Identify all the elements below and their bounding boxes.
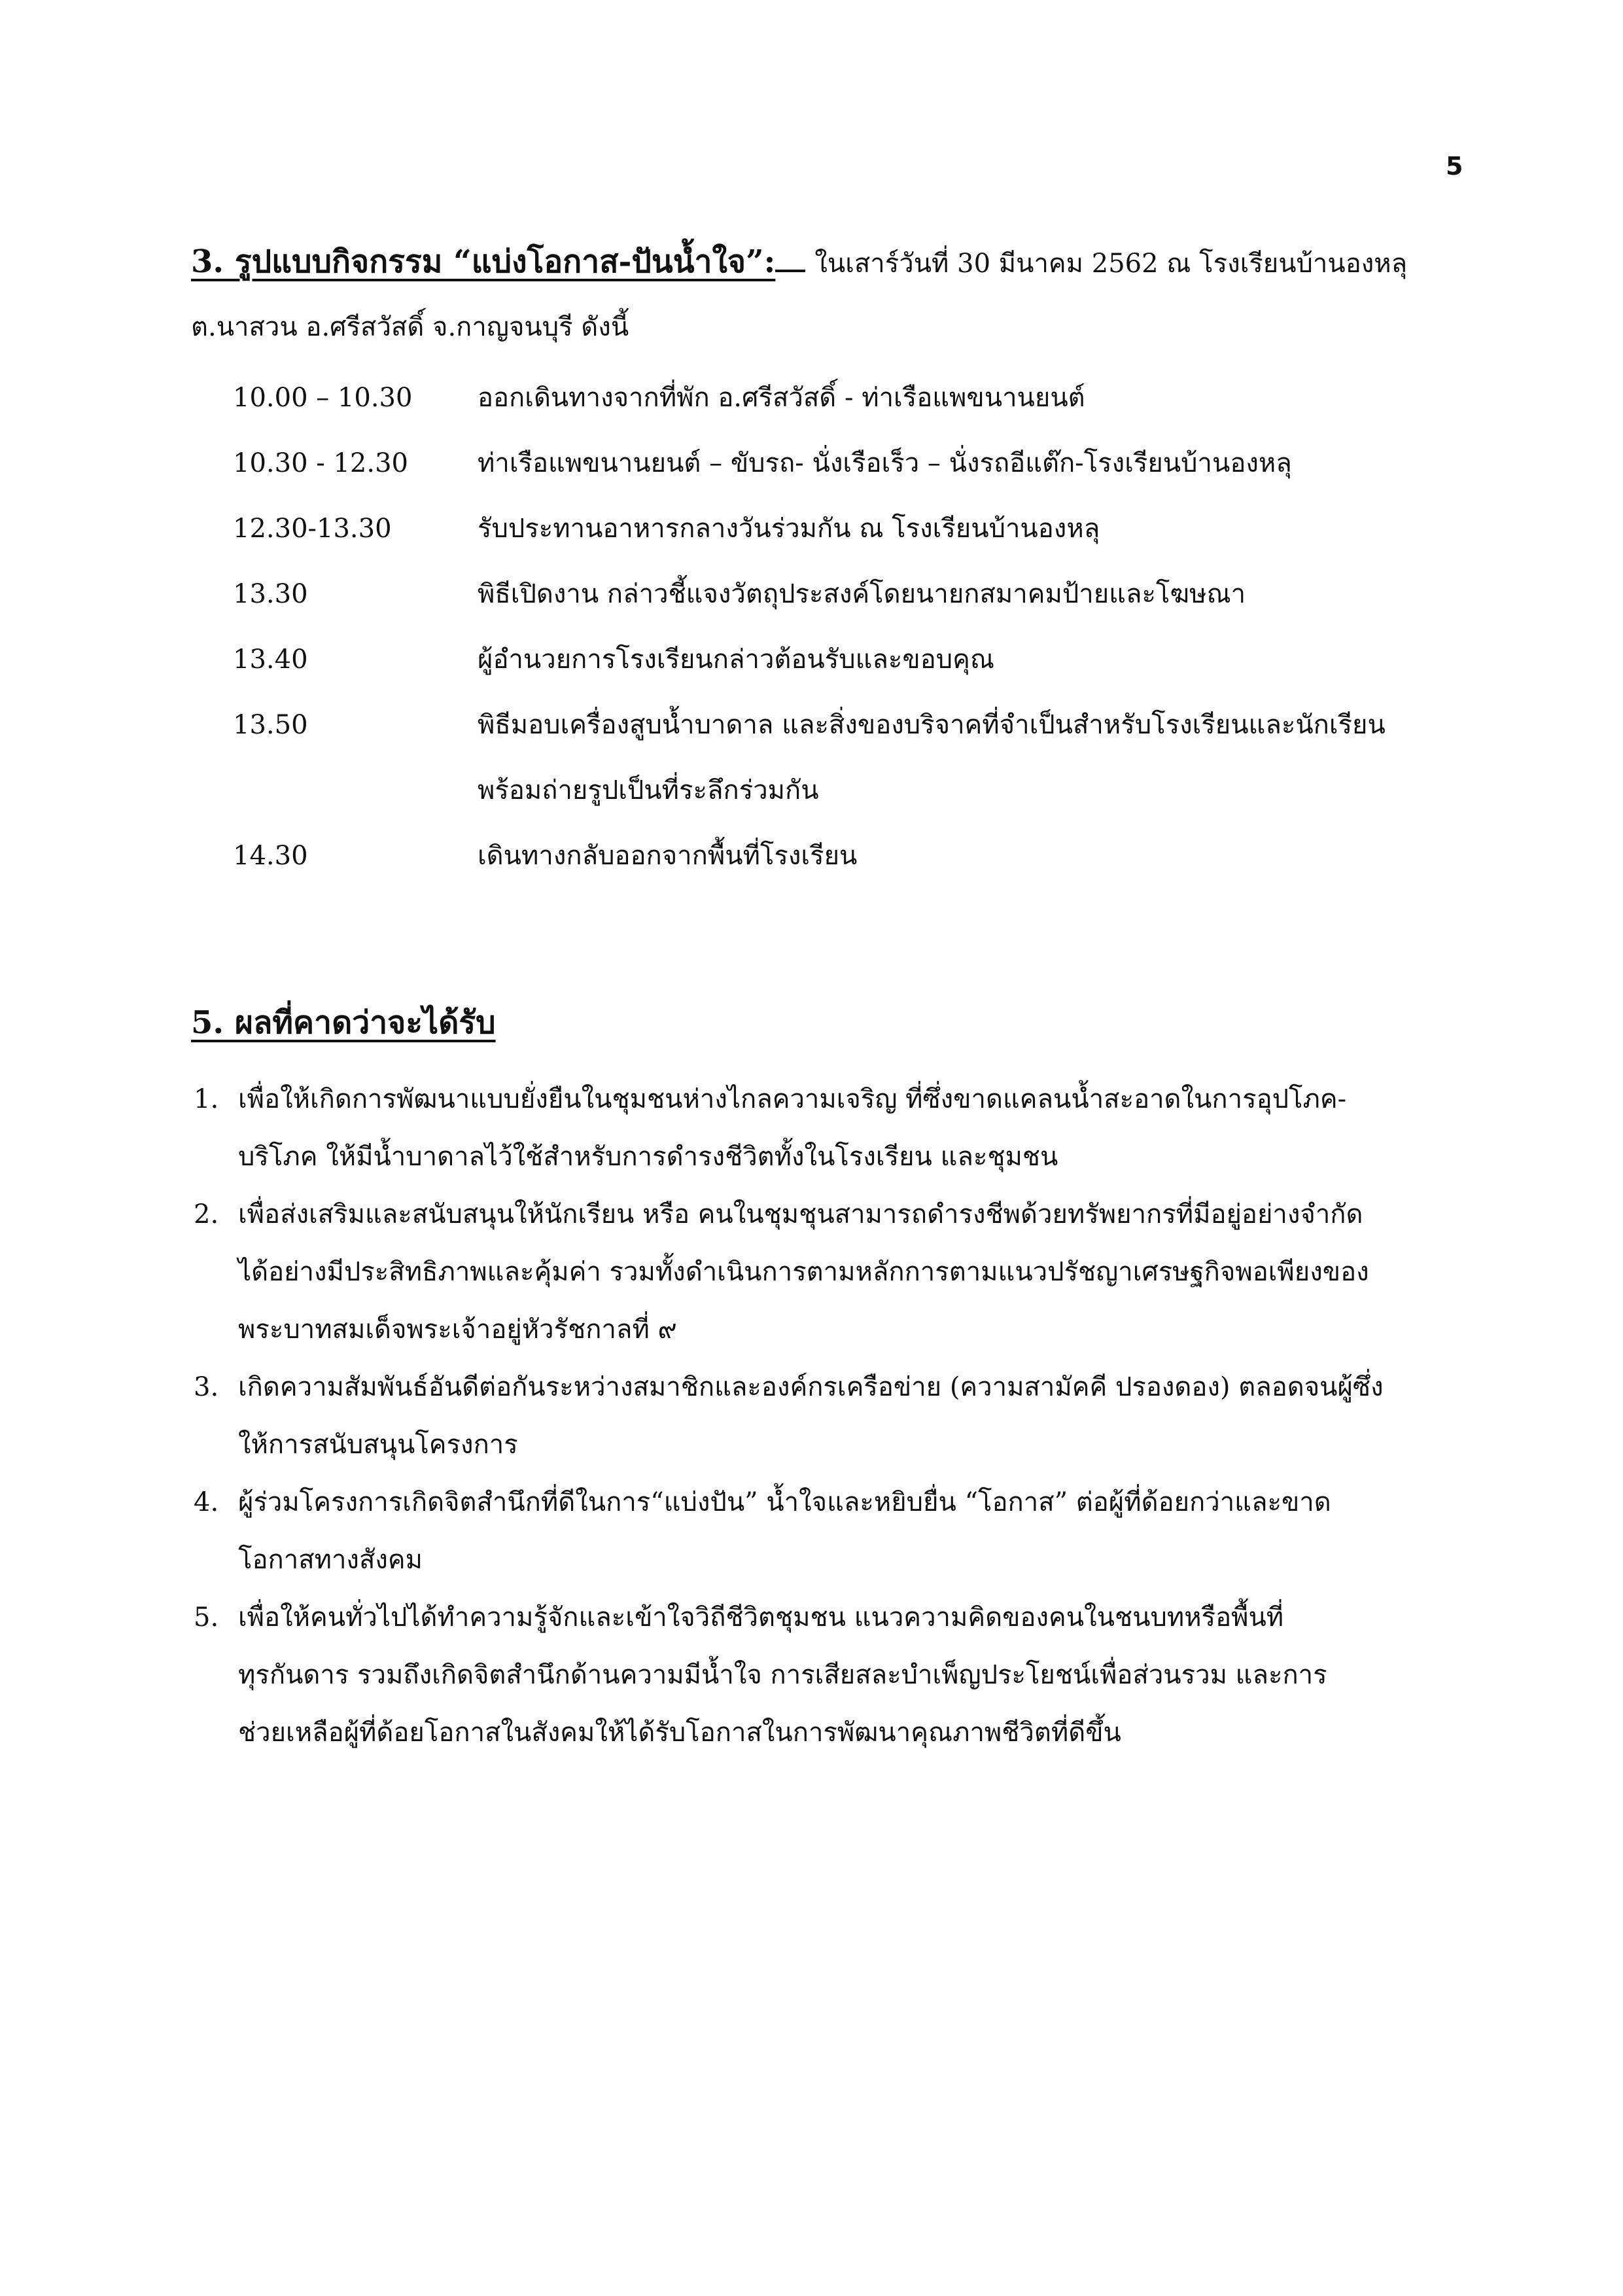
schedule-description-line: ผู้อำนวยการโรงเรียนกล่าวต้อนรับและขอบคุณ [478,645,995,675]
list-item [191,1358,1460,1474]
list-item-number: 3. [194,1372,219,1402]
list-item [191,1589,1460,1761]
list-item [191,1070,1460,1186]
schedule-row [233,692,1495,823]
list-item [191,1474,1460,1589]
schedule-description-line: ออกเดินทางจากที่พัก อ.ศรีสวัสดิ์ - ท่าเรือแพขนานยนต์ [478,383,1085,413]
schedule-description [478,496,1495,561]
list-item-line: เพื่อให้เกิดการพัฒนาแบบยั่งยืนในชุมชนห่างไกลความเจริญ ที่ซึ่งขาดแคลนน้ำสะอาดในการอุปโภค- [238,1084,1347,1114]
schedule-description [478,365,1495,431]
section-3-heading-line [191,241,1407,283]
list-item-line: เพื่อให้คนทั่วไปได้ทำความรู้จักและเข้าใจวิถีชีวิตชุมชน แนวความคิดของคนในชนบทหรือพื้นที่ [238,1602,1284,1633]
list-item-line: ผู้ร่วมโครงการเกิดจิตสำนึกที่ดีในการ“แบ่งปัน” น้ำใจและหยิบยื่น “โอกาส” ต่อผู้ที่ด้อยกว่าและขาด [238,1487,1331,1517]
list-item-line: เกิดความสัมพันธ์อันดีต่อกันระหว่างสมาชิกและองค์กรเครือข่าย (ความสามัคคี ปรองดอง) ตลอดจนผู้ซึ่ง [238,1372,1384,1402]
schedule-description [478,627,1495,692]
section-3-intro-continued: ต.นาสวน อ.ศรีสวัสดิ์ จ.กาญจนบุรี ดังนี้ [191,312,629,342]
list-item-line: เพื่อส่งเสริมและสนับสนุนให้นักเรียน หรือ คนในชุมชุนสามารถดำรงชีพด้วยทรัพยากรที่มีอยู่อย่างจำกัด [238,1199,1363,1229]
list-item-line: โอกาสทางสังคม [238,1545,423,1575]
schedule-time: 13.30 [233,579,308,609]
expected-outcomes-list [191,1070,1460,1761]
schedule-description-line: พร้อมถ่ายรูปเป็นที่ระลึกร่วมกัน [478,775,819,805]
schedule-description [478,823,1495,889]
schedule-description [478,561,1495,627]
list-item-number: 2. [194,1199,219,1229]
schedule-row [233,561,1495,627]
list-item-line: บริโภค ให้มีน้ำบาดาลไว้ใช้สำหรับการดำรงชีวิตทั้งในโรงเรียน และชุมชน [238,1142,1058,1172]
section-5-heading: 5. ผลที่คาดว่าจะได้รับ [191,1004,496,1041]
schedule-row [233,823,1495,889]
schedule-time: 14.30 [233,841,308,871]
list-item-line: ได้อย่างมีประสิทธิภาพและคุ้มค่า รวมทั้งดำเนินการตามหลักการตามแนวปรัชญาเศรษฐกิจพอเพียงของ [238,1257,1369,1287]
schedule-description-line: พิธีมอบเครื่องสูบน้ำบาดาล และสิ่งของบริจาคที่จำเป็นสำหรับโรงเรียนและนักเรียน [478,710,1386,740]
schedule-description [478,431,1495,496]
schedule-row [233,431,1495,496]
schedule-row [233,496,1495,561]
list-item-line: ให้การสนับสนุนโครงการ [238,1430,518,1460]
schedule-description-line: เดินทางกลับออกจากพื้นที่โรงเรียน [478,841,858,871]
schedule-description-line: พิธีเปิดงาน กล่าวชี้แจงวัตถุประสงค์โดยนายกสมาคมป้ายและโฆษณา [478,579,1246,609]
list-item-line: ทุรกันดาร รวมถึงเกิดจิตสำนึกด้านความมีน้ำใจ การเสียสละบำเพ็ญประโยชน์เพื่อส่วนรวม และการ [238,1660,1327,1690]
list-item-line: ช่วยเหลือผู้ที่ด้อยโอกาสในสังคมให้ได้รับโอกาสในการพัฒนาคุณภาพชีวิตที่ดีขึ้น [238,1718,1121,1748]
schedule-time: 10.30 - 12.30 [233,448,408,478]
list-item-number: 4. [194,1487,219,1517]
schedule-row [233,627,1495,692]
schedule-time: 13.40 [233,645,308,675]
heading-underline-gap [775,241,805,272]
page-number: 5 [1446,152,1463,181]
schedule-description-line: ท่าเรือแพขนานยนต์ – ขับรถ- นั่งเรือเร็ว – นั่งรถอีแต๊ก-โรงเรียนบ้านองหลุ [478,448,1292,478]
list-item-line: พระบาทสมเด็จพระเจ้าอยู่หัวรัชกาลที่ ๙ [238,1315,677,1345]
schedule-time: 13.50 [233,710,308,740]
section-3-intro: ในเสาร์วันที่ 30 มีนาคม 2562 ณ โรงเรียนบ้านองหลุ [814,249,1408,279]
schedule-list [233,365,1495,889]
schedule-time: 10.00 – 10.30 [233,383,413,413]
schedule-time: 12.30-13.30 [233,514,392,544]
schedule-description [478,692,1495,823]
list-item [191,1186,1460,1358]
schedule-description-line: รับประทานอาหารกลางวันร่วมกัน ณ โรงเรียนบ้านองหลุ [478,514,1100,544]
list-item-number: 1. [194,1084,219,1114]
schedule-row [233,365,1495,431]
section-3-heading: 3. รูปแบบกิจกรรม “แบ่งโอกาส-ปันน้ำใจ”: [191,243,776,280]
list-item-number: 5. [194,1602,219,1633]
